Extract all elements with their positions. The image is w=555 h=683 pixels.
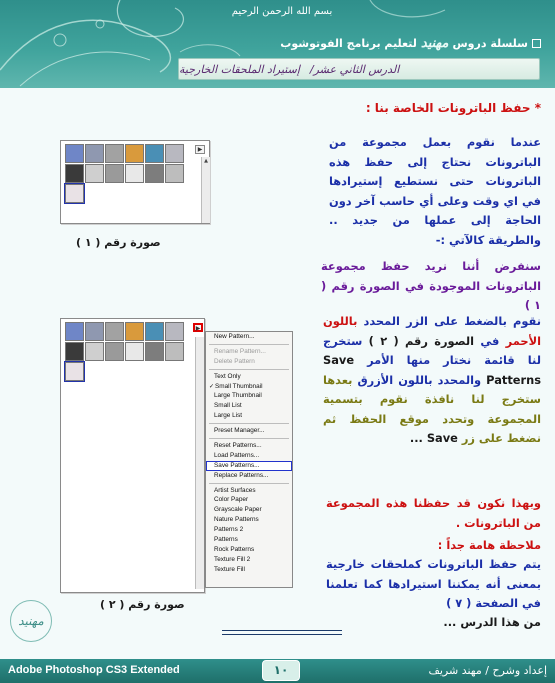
note-text: يتم حفظ الباترونات كملحقات خارجية بمعنى أنه يمكننا استيرادها كما تعلمنا في الصفحة ( ٧ ) <box>326 557 541 610</box>
menu-item-patterns-2[interactable]: Patterns 2 <box>214 526 244 534</box>
pattern-swatch[interactable] <box>65 144 84 163</box>
pattern-swatch[interactable] <box>65 322 84 341</box>
menu-item-color-paper[interactable]: Color Paper <box>214 496 249 504</box>
pattern-swatch[interactable] <box>105 164 124 183</box>
done-text: وبهذا نكون قد حفظنا هذه المجموعة من الباترونات . <box>326 496 541 530</box>
menu-item-texture-fill-2[interactable]: Texture Fill 2 <box>214 555 251 563</box>
pattern-swatch[interactable] <box>165 342 184 361</box>
pattern-swatch[interactable] <box>85 322 104 341</box>
section-heading: * حفظ الباترونات الخاصة بنا : <box>365 101 541 115</box>
lesson-title-bar <box>178 58 540 80</box>
menu-item-texture-fill[interactable]: Texture Fill <box>214 565 245 573</box>
note-paragraph <box>326 555 541 614</box>
pattern-swatch[interactable] <box>85 164 104 183</box>
square-bullet-icon <box>532 39 541 48</box>
menu-item-preset-manager[interactable]: Preset Manager... <box>214 427 265 435</box>
intro-paragraph <box>329 133 541 250</box>
steps-paragraph <box>323 312 541 449</box>
pattern-swatch[interactable] <box>145 322 164 341</box>
figure-2-patterns-panel <box>60 318 205 593</box>
series-title <box>280 34 541 52</box>
panel-menu-arrow-icon[interactable]: ▶ <box>193 323 203 332</box>
menu-item-small-thumbnail[interactable]: ✓ Small Thumbnail <box>206 382 292 392</box>
pattern-swatch[interactable] <box>65 164 84 183</box>
menu-divider <box>209 438 289 439</box>
page-number: ١٠ <box>262 660 300 681</box>
menu-item-replace-patterns[interactable]: Replace Patterns... <box>214 471 269 479</box>
lesson-label: الدرس الثاني عشر/ <box>309 62 400 76</box>
pattern-swatch[interactable] <box>145 342 164 361</box>
pattern-swatch[interactable] <box>125 342 144 361</box>
lesson-title: إستيراد الملحقات الخارجية <box>179 62 300 76</box>
menu-item-load-patterns[interactable]: Load Patterns... <box>214 451 260 459</box>
pattern-swatch[interactable] <box>125 164 144 183</box>
note-end-text: من هذا الدرس ... <box>443 615 541 629</box>
series-prefix: سلسلة دروس <box>452 36 528 50</box>
pattern-swatches <box>65 322 185 381</box>
figure-1-caption: صورة رقم ( ١ ) <box>76 236 161 249</box>
patterns-context-menu <box>205 331 293 588</box>
pattern-swatch[interactable] <box>65 184 84 203</box>
figure-1-patterns-panel <box>60 140 210 224</box>
steps-segment: نقوم بالضغط على الزر المحدد <box>357 314 541 328</box>
pattern-swatch[interactable] <box>105 322 124 341</box>
pattern-swatch[interactable] <box>125 322 144 341</box>
pattern-swatch[interactable] <box>65 342 84 361</box>
pattern-swatch[interactable] <box>165 322 184 341</box>
scroll-up-icon[interactable]: ▲ <box>204 158 208 164</box>
figure-2-caption: صورة رقم ( ٢ ) <box>100 598 185 611</box>
steps-segment: بعدها ستخرج لنا نافذة نقوم بتسمية المجموعة وتحدد موقع الحفظ ثم نضغط على زر <box>323 372 541 445</box>
steps-segment: ستخرج لنا قائمة نختار منها الأمر <box>323 333 541 367</box>
pattern-swatch[interactable] <box>65 362 84 381</box>
menu-divider <box>209 369 289 370</box>
done-paragraph <box>326 494 541 533</box>
menu-item-new-pattern[interactable]: New Pattern... <box>214 333 255 340</box>
steps-segment: في <box>474 333 506 348</box>
intro-text: عندما نقوم بعمل مجموعة من الباترونات نحتاج إلى حفظ هذه الباترونات حتى نستطيع إستيرادها في اي وقت وعلى أي حاسب آخر دون الحاجة إلى عملها من جديد .. والطريقة كالآتي :- <box>329 135 541 247</box>
pattern-swatch[interactable] <box>105 342 124 361</box>
menu-item-large-list[interactable]: Large List <box>214 412 243 420</box>
menu-item-rock-patterns[interactable]: Rock Patterns <box>214 545 255 553</box>
header-banner <box>0 0 555 88</box>
menu-divider <box>209 483 289 484</box>
steps-segment: Save ... <box>409 431 458 445</box>
menu-item-nature-patterns[interactable]: Nature Patterns <box>214 516 259 524</box>
menu-item-patterns[interactable]: Patterns <box>214 536 238 544</box>
pattern-swatch[interactable] <box>125 144 144 163</box>
scrollbar[interactable] <box>201 157 210 223</box>
steps-segment: باللون الأحمر <box>323 314 541 348</box>
pattern-swatch[interactable] <box>165 164 184 183</box>
note-end <box>326 613 541 633</box>
menu-item-artist-surfaces[interactable]: Artist Surfaces <box>214 486 256 494</box>
menu-item-save-patterns[interactable]: Save Patterns... <box>206 461 292 471</box>
steps-segment: باللون الأزرق <box>357 372 433 387</box>
pattern-swatch[interactable] <box>165 144 184 163</box>
basmala: بسم الله الرحمن الرحيم <box>231 6 333 17</box>
steps-text <box>323 312 541 449</box>
menu-divider <box>209 423 289 424</box>
pattern-swatch[interactable] <box>85 144 104 163</box>
footer-bar <box>0 659 555 683</box>
menu-item-grayscale-paper[interactable]: Grayscale Paper <box>214 506 262 514</box>
menu-item-small-list[interactable]: Small List <box>214 402 242 410</box>
app-name: Adobe Photoshop CS3 Extended <box>8 664 180 676</box>
pattern-swatches <box>65 144 185 203</box>
series-suffix: لتعليم برنامج الفوتوشوب <box>280 36 417 50</box>
menu-divider <box>209 344 289 345</box>
menu-item-reset-patterns[interactable]: Reset Patterns... <box>214 442 262 450</box>
panel-menu-arrow-icon[interactable]: ▶ <box>195 145 205 154</box>
suppose-text: سنفرض أننا نريد حفظ مجموعة الباترونات الموجودة في الصورة رقم ( ١ ) <box>321 259 541 312</box>
steps-segment: الصورة رقم ( ٢ ) <box>368 333 475 348</box>
scrollbar[interactable] <box>195 337 204 589</box>
footer-divider <box>222 630 342 638</box>
menu-item-text-only[interactable]: Text Only <box>214 372 241 380</box>
signature-logo: مهنيد <box>10 600 52 642</box>
suppose-paragraph <box>321 257 541 316</box>
menu-item-delete-pattern: Delete Pattern <box>214 357 255 365</box>
menu-item-rename-pattern: Rename Pattern... <box>214 347 266 355</box>
pattern-swatch[interactable] <box>85 342 104 361</box>
series-logo: مهنيد <box>420 35 449 51</box>
note-heading <box>326 536 541 556</box>
pattern-swatch[interactable] <box>145 144 164 163</box>
steps-segment: Save Patterns <box>323 353 542 387</box>
menu-item-large-thumbnail[interactable]: Large Thumbnail <box>214 392 262 400</box>
note-heading-text: ملاحظة هامة جداً : <box>437 538 541 552</box>
pattern-swatch[interactable] <box>145 164 164 183</box>
author-credit: إعداد وشرح / مهند شريف <box>428 664 547 677</box>
pattern-swatch[interactable] <box>105 144 124 163</box>
steps-segment: والمحدد <box>432 372 487 387</box>
